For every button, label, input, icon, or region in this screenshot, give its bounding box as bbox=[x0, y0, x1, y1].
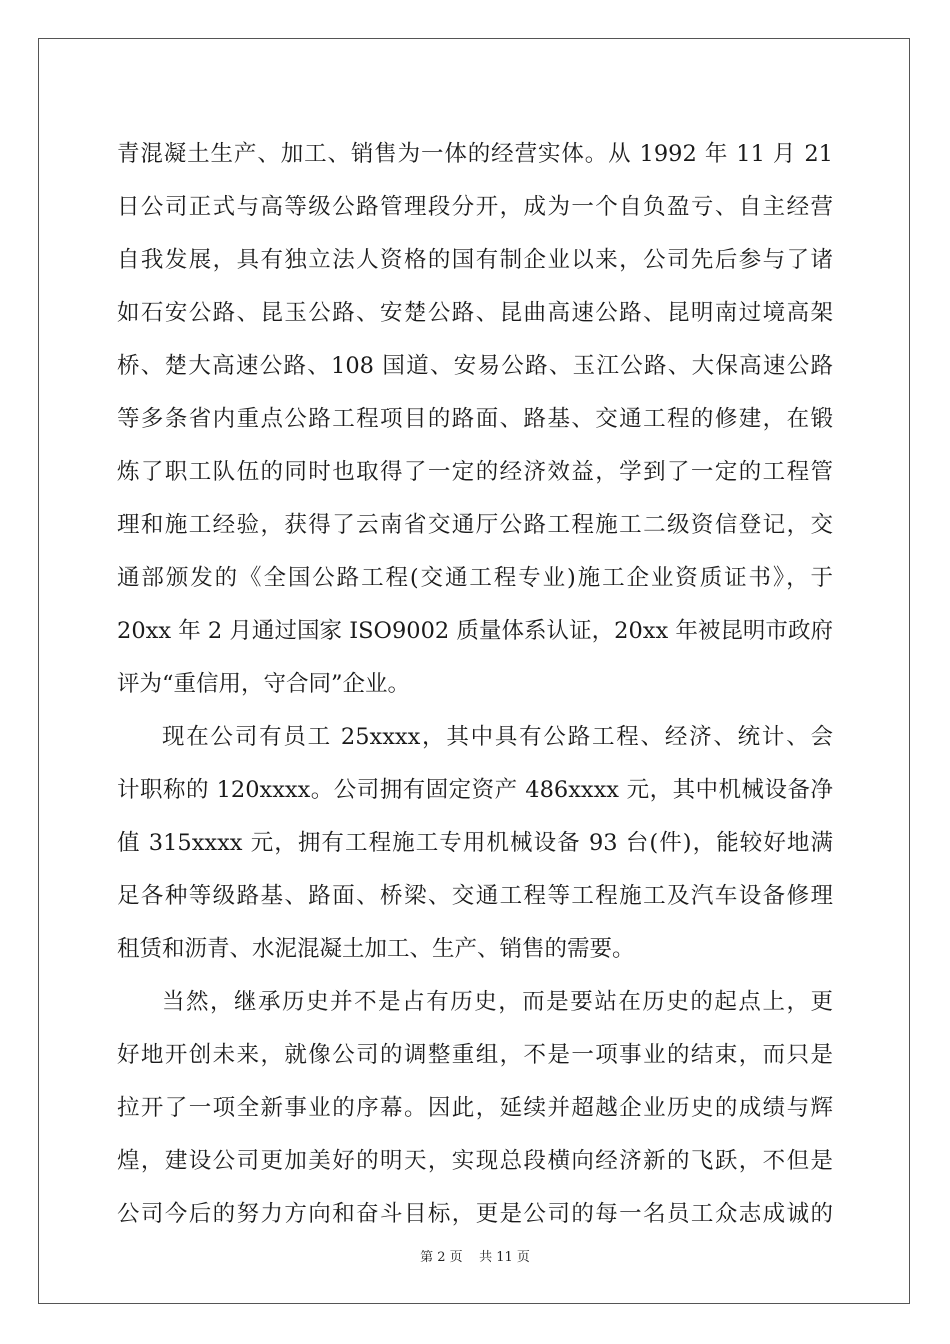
text-line: 20xx 年 2 月通过国家 ISO9002 质量体系认证，20xx 年被昆明市政府 bbox=[117, 618, 833, 644]
text-line: 公司今后的努力方向和奋斗目标，更是公司的每一名员工众志成诚的 bbox=[117, 1201, 833, 1227]
text-line: 当然，继承历史并不是占有历史，而是要站在历史的起点上，更 bbox=[162, 989, 833, 1015]
text-line: 评为“重信用，守合同”企业。 bbox=[117, 671, 411, 697]
text-line: 日公司正式与高等级公路管理段分开，成为一个自负盈亏、自主经营 bbox=[117, 194, 833, 220]
text-line: 自我发展，具有独立法人资格的国有制企业以来，公司先后参与了诸 bbox=[117, 247, 833, 273]
text-line: 租赁和沥青、水泥混凝土加工、生产、销售的需要。 bbox=[117, 936, 635, 962]
text-line: 好地开创未来，就像公司的调整重组，不是一项事业的结束，而只是 bbox=[117, 1042, 833, 1068]
text-line: 青混凝土生产、加工、销售为一体的经营实体。从 1992 年 11 月 21 bbox=[117, 141, 833, 167]
text-line: 现在公司有员工 25xxxx，其中具有公路工程、经济、统计、会 bbox=[162, 724, 833, 750]
page-footer: 第 2 页 共 11 页 bbox=[420, 1250, 530, 1265]
text-line: 足各种等级路基、路面、桥梁、交通工程等工程施工及汽车设备修理 bbox=[117, 883, 833, 909]
text-line: 通部颁发的《全国公路工程(交通工程专业)施工企业资质证书》，于 bbox=[117, 565, 833, 591]
text-line: 炼了职工队伍的同时也取得了一定的经济效益，学到了一定的工程管 bbox=[117, 459, 833, 485]
text-line: 如石安公路、昆玉公路、安楚公路、昆曲高速公路、昆明南过境高架 bbox=[117, 300, 833, 326]
text-line: 煌，建设公司更加美好的明天，实现总段横向经济新的飞跃，不但是 bbox=[117, 1148, 833, 1174]
text-line: 等多条省内重点公路工程项目的路面、路基、交通工程的修建，在锻 bbox=[117, 406, 833, 432]
text-line: 值 315xxxx 元，拥有工程施工专用机械设备 93 台(件)，能较好地满 bbox=[117, 830, 833, 856]
text-line: 桥、楚大高速公路、108 国道、安易公路、玉江公路、大保高速公路 bbox=[117, 353, 833, 379]
text-line: 拉开了一项全新事业的序幕。因此，延续并超越企业历史的成绩与辉 bbox=[117, 1095, 833, 1121]
document-body bbox=[117, 128, 833, 1241]
text-line: 计职称的 120xxxx。公司拥有固定资产 486xxxx 元，其中机械设备净 bbox=[117, 777, 833, 803]
text-line: 理和施工经验，获得了云南省交通厅公路工程施工二级资信登记，交 bbox=[117, 512, 833, 538]
